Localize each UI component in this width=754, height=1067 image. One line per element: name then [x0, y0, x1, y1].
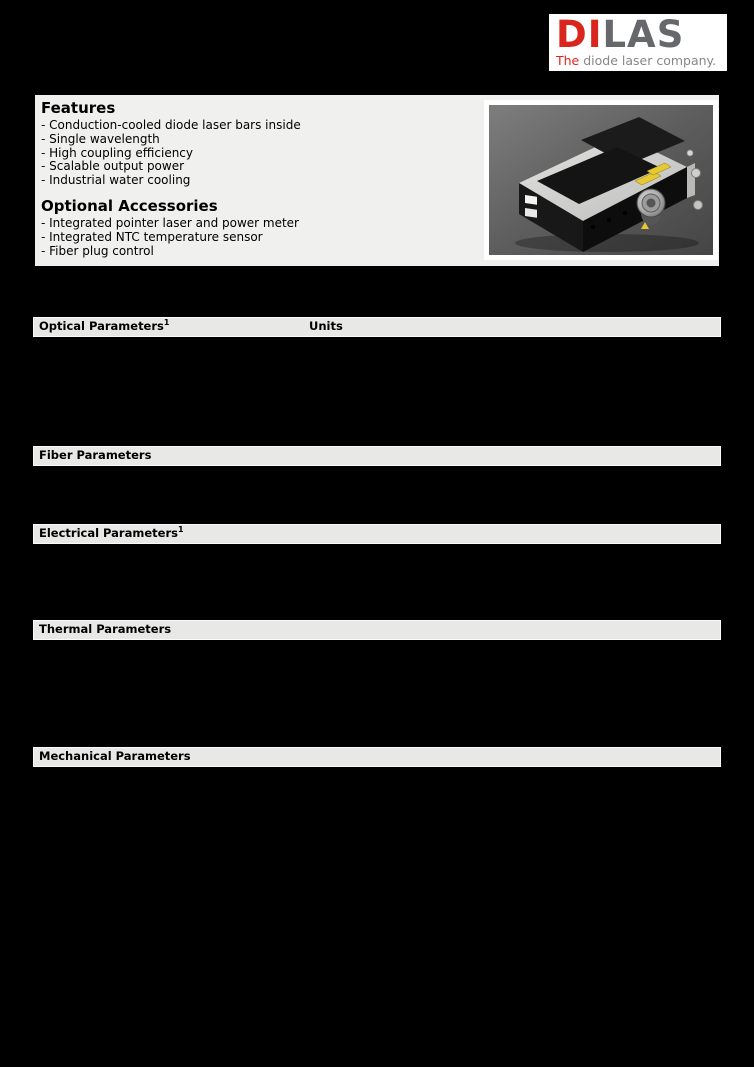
footnote-marker: 1: [177, 525, 184, 535]
accessory-item: - Integrated NTC temperature sensor: [41, 229, 263, 244]
table-header-fiber-parameters: [33, 446, 721, 466]
table-header-thermal-parameters: [33, 620, 721, 640]
section-label: Optical Parameters: [39, 319, 164, 333]
product-photo: [484, 100, 718, 260]
section-label: Fiber Parameters: [39, 448, 152, 462]
section-label: Electrical Parameters: [39, 526, 178, 540]
logo-tagline-the: The: [556, 53, 580, 68]
table-header-mechanical-parameters: [33, 747, 721, 767]
accessory-item: - Fiber plug control: [41, 243, 154, 258]
logo-wordmark: [556, 13, 721, 56]
accessories-title: Optional Accessories: [41, 196, 218, 215]
table-header-electrical-parameters: [33, 524, 721, 544]
features-title: Features: [41, 99, 116, 117]
feature-item: - Industrial water cooling: [41, 173, 191, 188]
feature-item: - Scalable output power: [41, 159, 185, 174]
accessory-item: - Integrated pointer laser and power meter: [41, 215, 299, 230]
logo-text-las: LAS: [602, 13, 685, 56]
feature-item: - Conduction-cooled diode laser bars inside: [41, 118, 301, 132]
dilas-logo: [549, 14, 727, 71]
logo-tagline-rest: diode laser company.: [579, 53, 717, 68]
logo-text-di: DI: [556, 13, 603, 56]
footnote-marker: 1: [163, 318, 170, 328]
section-label: Thermal Parameters: [39, 622, 172, 636]
logo-tagline: [556, 54, 721, 68]
laser-module-illustration: [489, 105, 713, 255]
section-label: Mechanical Parameters: [39, 749, 191, 763]
features-panel: [35, 95, 719, 266]
feature-item: - High coupling efficiency: [41, 145, 194, 160]
table-header-optical-parameters: [33, 317, 721, 337]
units-column-header: Units: [309, 319, 343, 333]
feature-item: - Single wavelength: [41, 131, 160, 146]
